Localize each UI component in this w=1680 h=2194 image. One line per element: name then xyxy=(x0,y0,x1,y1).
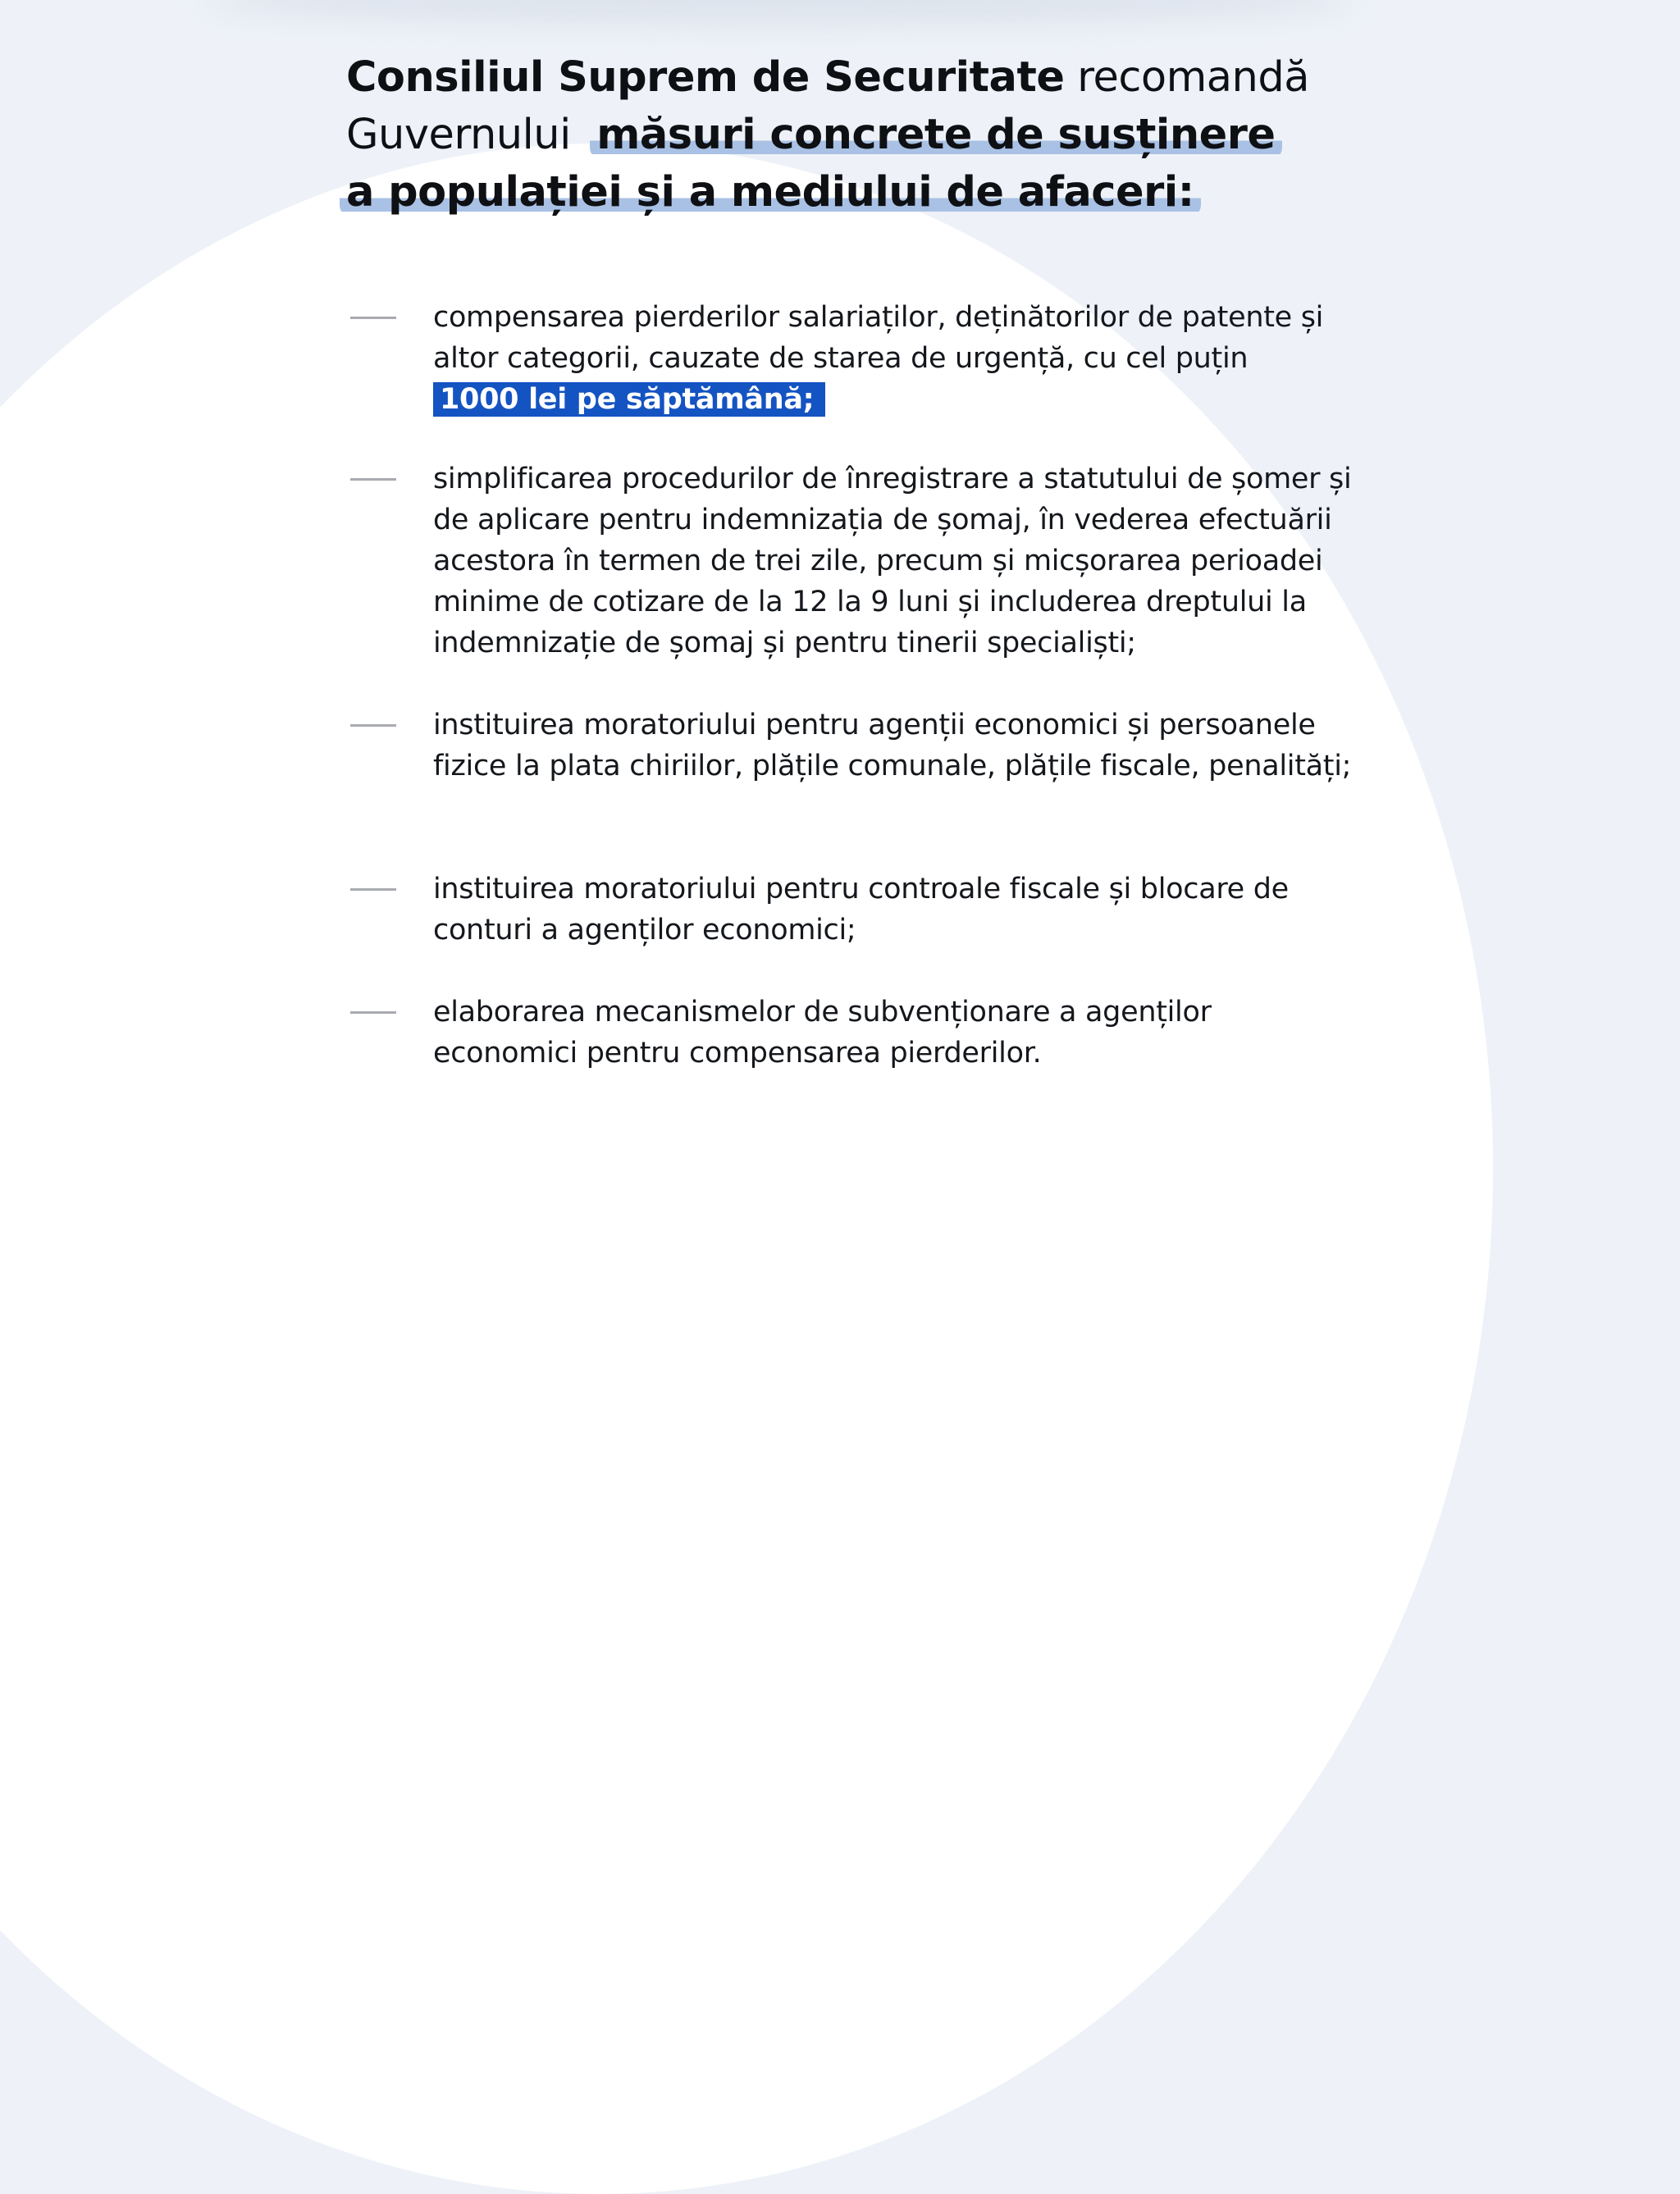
title-regular-part-1: recomandă xyxy=(1077,53,1309,102)
title-highlight-line-2: a populației și a mediului de afaceri: xyxy=(340,168,1201,217)
dash-bullet xyxy=(350,888,396,891)
list-item-text: simplificarea procedurilor de înregistrare a statutului de șomer și de aplicare pentru indemnizația de șomaj, în vederea efectuării acestora în termen de trei zile, precum și micșorarea perioadei minime de cotizare de la 12 la 9 luni și includerea dreptului la indemnizație de șomaj și pentru tinerii specialiști; xyxy=(433,463,1352,659)
list-item-text: instituirea moratoriului pentru agenții economici și persoanele fizice la plata chiriilor, plățile comunale, plățile fiscale, penalități; xyxy=(433,709,1352,782)
background-shape xyxy=(0,144,1493,2194)
list-item-text-block xyxy=(433,297,1352,420)
background-shadow xyxy=(205,0,1354,25)
dash-bullet xyxy=(350,317,396,319)
amount-highlight: 1000 lei pe săptămână; xyxy=(433,382,825,417)
page-title xyxy=(346,49,1413,221)
list-item-text: elaborarea mecanismelor de subvenționare a agenților economici pentru compensarea pierderilor. xyxy=(433,996,1212,1070)
title-regular-part-2: Guvernului xyxy=(346,111,571,159)
dash-bullet xyxy=(350,478,396,481)
dash-bullet xyxy=(350,1011,396,1014)
title-bold-part: Consiliul Suprem de Securitate xyxy=(346,53,1065,102)
list-item-text: instituirea moratoriului pentru controale fiscale și blocare de conturi a agenților economici; xyxy=(433,873,1289,946)
dash-bullet xyxy=(350,724,396,727)
title-highlight-line-1: măsuri concrete de susținere xyxy=(590,111,1281,159)
list-item-text: compensarea pierderilor salariaților, deținătorilor de patente și altor categorii, cauzate de starea de urgență, cu cel puțin xyxy=(433,301,1324,375)
